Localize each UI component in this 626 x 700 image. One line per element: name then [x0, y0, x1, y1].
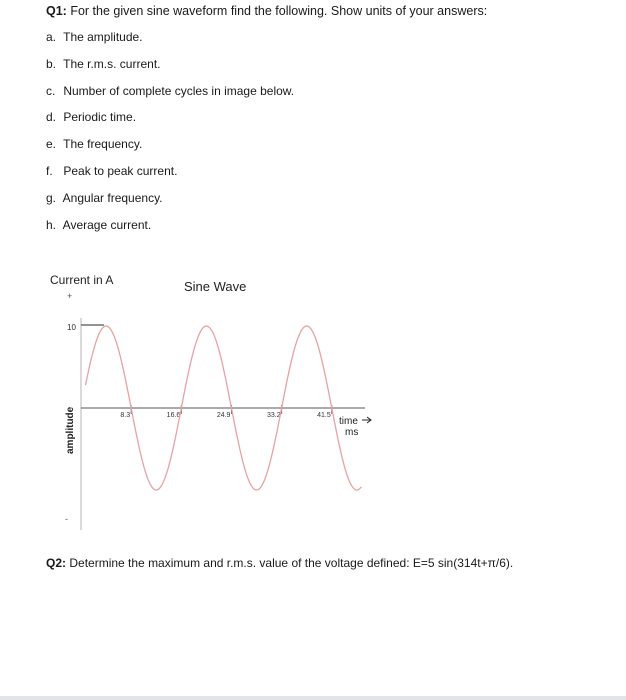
item-text: Average current. [62, 218, 152, 232]
item-text: The amplitude. [63, 30, 143, 44]
x-ticks [120, 405, 331, 419]
x-tick-label: 8.3 [120, 412, 131, 419]
question-2-label: Q2: [46, 556, 67, 570]
question-2 [46, 556, 513, 570]
item-letter: b. [46, 57, 57, 71]
question-2-text: Determine the maximum and r.m.s. value of the voltage defined: [69, 556, 413, 570]
x-axis-unit: ms [345, 427, 359, 438]
item-letter: g. [46, 191, 57, 205]
item-letter: d. [46, 110, 57, 124]
item-letter: c. [46, 84, 56, 98]
item-letter: e. [46, 137, 57, 151]
y-axis-arrow-icon: + [67, 291, 73, 301]
item-text: Peak to peak current. [63, 164, 178, 178]
item-text: Angular frequency. [62, 191, 163, 205]
chart-title: Sine Wave [184, 279, 247, 294]
item-text: Number of complete cycles in image below. [63, 84, 295, 98]
bottom-bar [0, 696, 626, 700]
x-axis-label: time [339, 416, 358, 427]
x-tick-label: 24.9 [216, 412, 231, 419]
item-letter: f. [46, 164, 53, 178]
item-letter: a. [46, 30, 57, 44]
question-1-label: Q1: [46, 4, 67, 18]
x-tick-label: 41.5 [317, 412, 331, 419]
x-tick-label: 33.2 [266, 412, 281, 419]
y-axis-label: amplitude [65, 406, 76, 454]
arrow-right-icon [362, 417, 371, 423]
item-letter: h. [46, 218, 57, 232]
item-text: The frequency. [63, 137, 143, 151]
question-2-equation: E=5 sin(314t+π/6). [412, 556, 514, 570]
item-text: Periodic time. [63, 110, 137, 124]
question-1-text: For the given sine waveform find the following. Show units of your answers: [70, 4, 488, 18]
peak-value-label: 10 [67, 323, 76, 332]
y-axis-top-label: Current in A [50, 273, 114, 287]
y-axis-bottom-mark: - [65, 514, 68, 524]
item-text: The r.m.s. current. [63, 57, 161, 71]
x-tick-label: 16.6 [166, 412, 181, 419]
